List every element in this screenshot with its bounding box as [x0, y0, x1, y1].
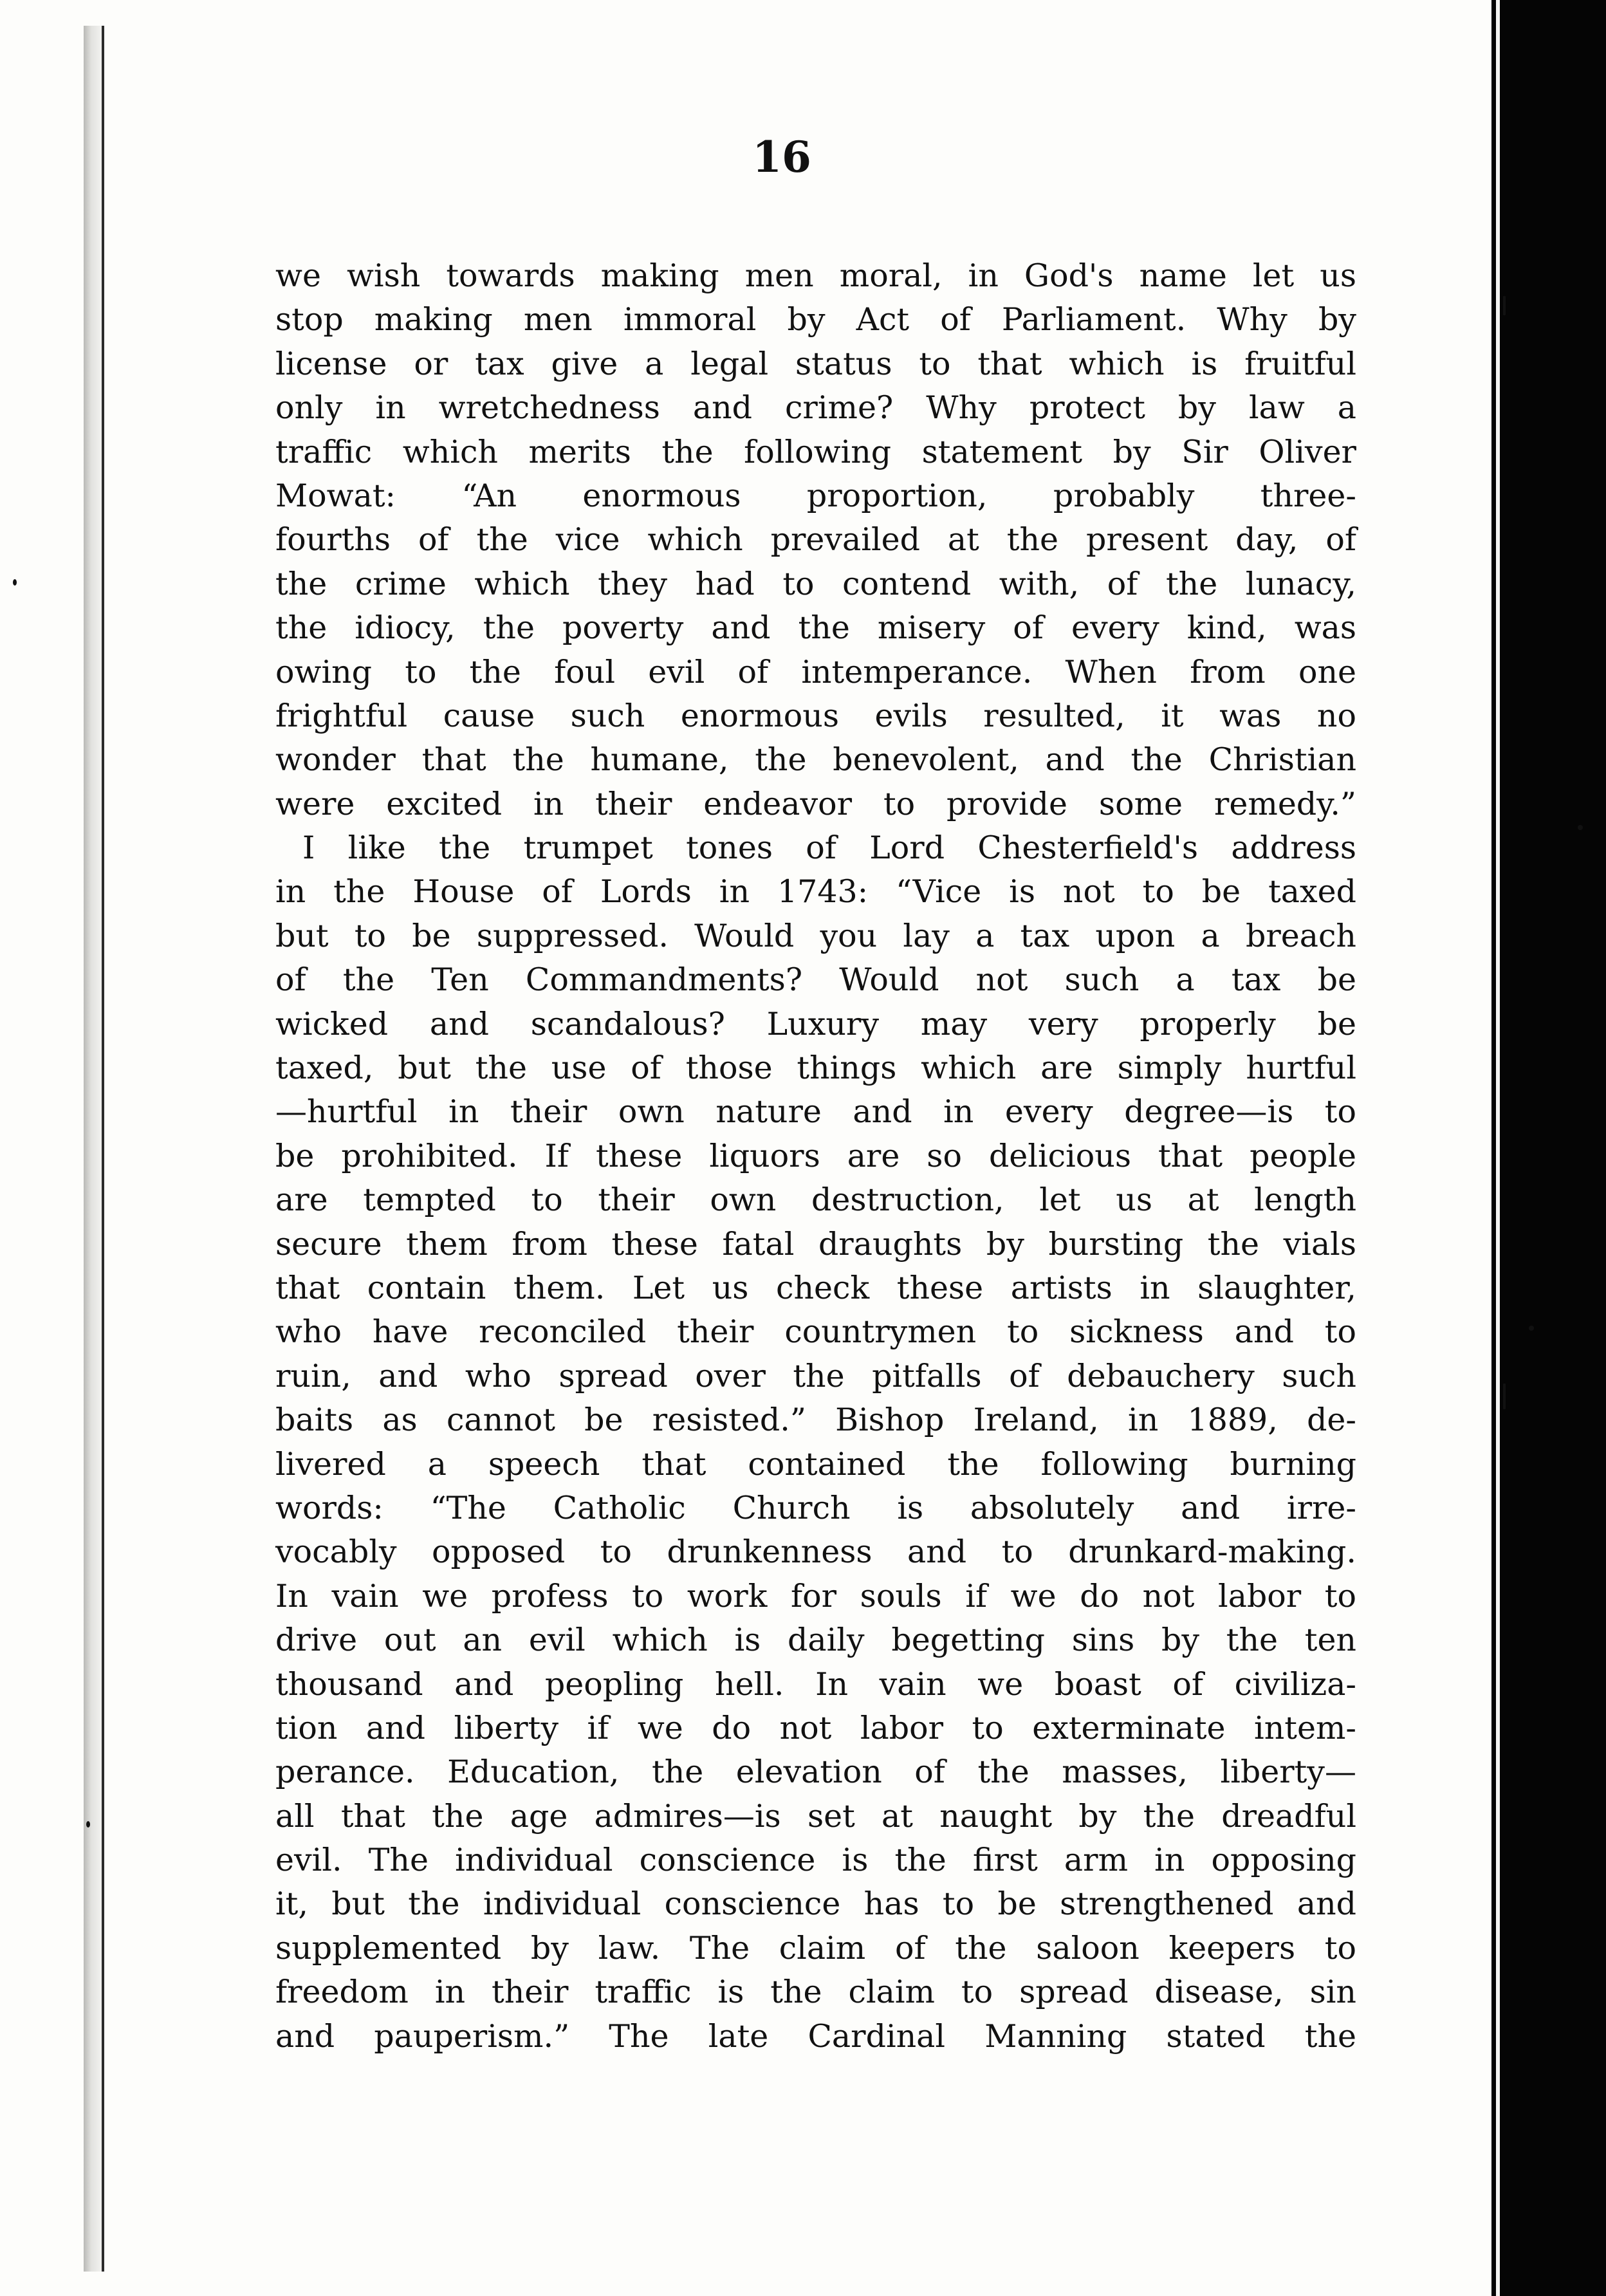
text-line: stop making men immoral by Act of Parliament. Why by: [275, 301, 1356, 338]
text-line: who have reconciled their countrymen to sickness and to: [275, 1313, 1356, 1351]
text-line: only in wretchedness and crime? Why protect by law a: [275, 389, 1356, 427]
scan-speck: [86, 1821, 90, 1828]
text-line: thousand and peopling hell. In vain we boast of civiliza-: [275, 1665, 1356, 1703]
scan-speck: [1503, 296, 1506, 315]
scan-speck: [1503, 1384, 1506, 1409]
text-line: vocably opposed to drunkenness and to drunkard-making.: [275, 1533, 1356, 1571]
text-line: fourths of the vice which prevailed at the present day, of: [275, 521, 1356, 559]
text-line: tion and liberty if we do not labor to exterminate intem-: [275, 1709, 1356, 1746]
text-line: and pauperism.” The late Cardinal Manning stated the: [275, 2017, 1356, 2055]
text-line: ruin, and who spread over the pitfalls of debauchery such: [275, 1357, 1356, 1394]
text-line: be prohibited. If these liquors are so delicious that people: [275, 1137, 1356, 1174]
text-line: evil. The individual conscience is the first arm in opposing: [275, 1842, 1356, 1879]
text-line: supplemented by law. The claim of the saloon keepers to: [275, 1929, 1356, 1967]
scan-speck: [1578, 825, 1583, 830]
next-page-edge: [1496, 0, 1500, 2296]
text-line: livered a speech that contained the following burning: [275, 1445, 1356, 1483]
text-line: frightful cause such enormous evils resulted, it was no: [275, 697, 1356, 734]
text-line: of the Ten Commandments? Would not such a tax be: [275, 961, 1356, 999]
text-line: in the House of Lords in 1743: “Vice is not to be taxed: [275, 873, 1356, 911]
text-line: secure them from these fatal draughts by bursting the vials: [275, 1225, 1356, 1263]
page-number: 16: [752, 132, 811, 182]
text-line: owing to the foul evil of intemperance. When from one: [275, 653, 1356, 690]
text-line: all that the age admires—is set at naught by the dreadful: [275, 1797, 1356, 1835]
text-line: are tempted to their own destruction, let us at length: [275, 1181, 1356, 1219]
text-line: taxed, but the use of those things which are simply hurtful: [275, 1050, 1356, 1087]
text-line: —hurtful in their own nature and in every degree—is to: [275, 1093, 1356, 1131]
text-line: freedom in their traffic is the claim to spread disease, sin: [275, 1974, 1356, 2011]
text-line: Mowat: “An enormous proportion, probably three-: [275, 477, 1356, 514]
text-line: were excited in their endeavor to provide some remedy.”: [275, 785, 1356, 822]
text-line: wicked and scandalous? Luxury may very properly be: [275, 1005, 1356, 1042]
binding-edge: [84, 26, 103, 2272]
text-line: I like the trumpet tones of Lord Chesterfield's address: [302, 829, 1356, 867]
text-line: wonder that the humane, the benevolent, and the Christian: [275, 741, 1356, 779]
text-line: perance. Education, the elevation of the masses, liberty—: [275, 1754, 1356, 1791]
text-line: the idiocy, the poverty and the misery of every kind, was: [275, 609, 1356, 647]
text-line: words: “The Catholic Church is absolutely and irre-: [275, 1489, 1356, 1526]
body-text: [275, 254, 1356, 2059]
text-line: In vain we profess to work for souls if we do not labor to: [275, 1577, 1356, 1615]
scan-border-right: [1491, 0, 1606, 2296]
text-line: drive out an evil which is daily begetting sins by the ten: [275, 1622, 1356, 1659]
text-line: baits as cannot be resisted.” Bishop Ireland, in 1889, de-: [275, 1402, 1356, 1439]
text-line: that contain them. Let us check these artists in slaughter,: [275, 1269, 1356, 1306]
text-line: it, but the individual conscience has to be strengthened and: [275, 1885, 1356, 1923]
text-line: traffic which merits the following statement by Sir Oliver: [275, 433, 1356, 470]
text-line: license or tax give a legal status to that which is fruitful: [275, 345, 1356, 382]
text-line: the crime which they had to contend with, of the lunacy,: [275, 565, 1356, 602]
scan-speck: [1529, 1326, 1534, 1331]
text-line: but to be suppressed. Would you lay a tax upon a breach: [275, 917, 1356, 954]
text-line: we wish towards making men moral, in God's name let us: [275, 257, 1356, 294]
scan-speck: [13, 579, 17, 586]
